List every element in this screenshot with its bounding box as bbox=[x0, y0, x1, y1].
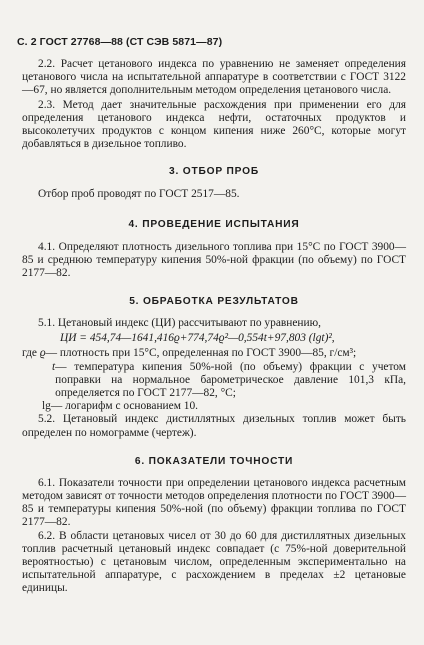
section-3-title: 3. ОТБОР ПРОБ bbox=[169, 166, 259, 178]
symbol-t: t bbox=[52, 360, 56, 373]
definition-log-text: — логарифм с основанием 10. bbox=[50, 400, 199, 413]
paragraph-2-2: 2.2. Расчет цетанового индекса по уравнению не заменяет определения цетанового числа на испытательной аппаратуре в соответствии с ГОСТ 3122—67, но является дополнительным методом определения цетанового числа. bbox=[22, 58, 406, 97]
definition-temperature bbox=[22, 361, 406, 401]
section-6-title: 6. ПОКАЗАТЕЛИ ТОЧНОСТИ bbox=[134, 455, 294, 467]
paragraph-4-1: 4.1. Определяют плотность дизельного топлива при 15°С по ГОСТ 3900—85 и среднюю температуру кипения 50%-ной фракции (по объему) по ГОСТ 2177—82. bbox=[22, 240, 406, 280]
paragraph-6-2: 6.2. В области цетановых чисел от 30 до 60 для дистиллятных дизельных топлив расчетный цетановый индекс совпадает (с 75%-ной доверительной вероятностью) с цетановым числом, определенным экспериментально на испытательной аппаратуре, с расхождением в пределах ±2 цетановые единицы. bbox=[22, 529, 406, 595]
section-4-title: 4. ПРОВЕДЕНИЕ ИСПЫТАНИЯ bbox=[128, 218, 300, 230]
definition-temperature-text: — температура кипения 50%-ной (по объему) фракции с учетом поправки на нормальное барометрическое давление 101,3 кПа, определяется по ГОСТ 2177—82, °С; bbox=[55, 360, 406, 400]
paragraph-6-1: 6.1. Показатели точности при определении цетанового индекса расчетным методом зависят от точности методов определения плотности по ГОСТ 3900—85 и температуры кипения 50%-ной (по объему) фракции топлива по ГОСТ 2177—82. bbox=[22, 476, 406, 529]
cetane-index-formula: ЦИ = 454,74—1641,416ϱ+774,74ϱ²—0,554t+97,803 (lgt)², bbox=[60, 332, 335, 345]
definitions-lead: где bbox=[22, 347, 40, 360]
running-header: С. 2 ГОСТ 27768—88 (СТ СЭВ 5871—87) bbox=[17, 36, 223, 48]
symbol-lg: lg bbox=[42, 400, 51, 413]
definition-density bbox=[22, 347, 406, 360]
variable-definitions bbox=[22, 347, 406, 413]
definition-density-text: — плотность при 15°С, определенная по ГОСТ 3900—85, г/см³; bbox=[45, 347, 357, 360]
paragraph-5-2: 5.2. Цетановый индекс дистиллятных дизельных топлив может быть определен по номограмме (чертеж). bbox=[22, 413, 406, 439]
paragraph-2-3: 2.3. Метод дает значительные расхождения при применении его для определения цетанового индекса нефти, остаточных продуктов и высоколетучих продуктов с концом кипения ниже 260°С, которые могут добавляться в дизельное топливо. bbox=[22, 98, 406, 151]
symbol-rho: ϱ bbox=[39, 347, 46, 360]
section-5-title: 5. ОБРАБОТКА РЕЗУЛЬТАТОВ bbox=[129, 296, 299, 308]
definition-log bbox=[22, 400, 406, 413]
paragraph-5-1: 5.1. Цетановый индекс (ЦИ) рассчитывают по уравнению, bbox=[38, 317, 321, 330]
document-body bbox=[22, 58, 406, 596]
section-3-text: Отбор проб проводят по ГОСТ 2517—85. bbox=[38, 188, 240, 201]
